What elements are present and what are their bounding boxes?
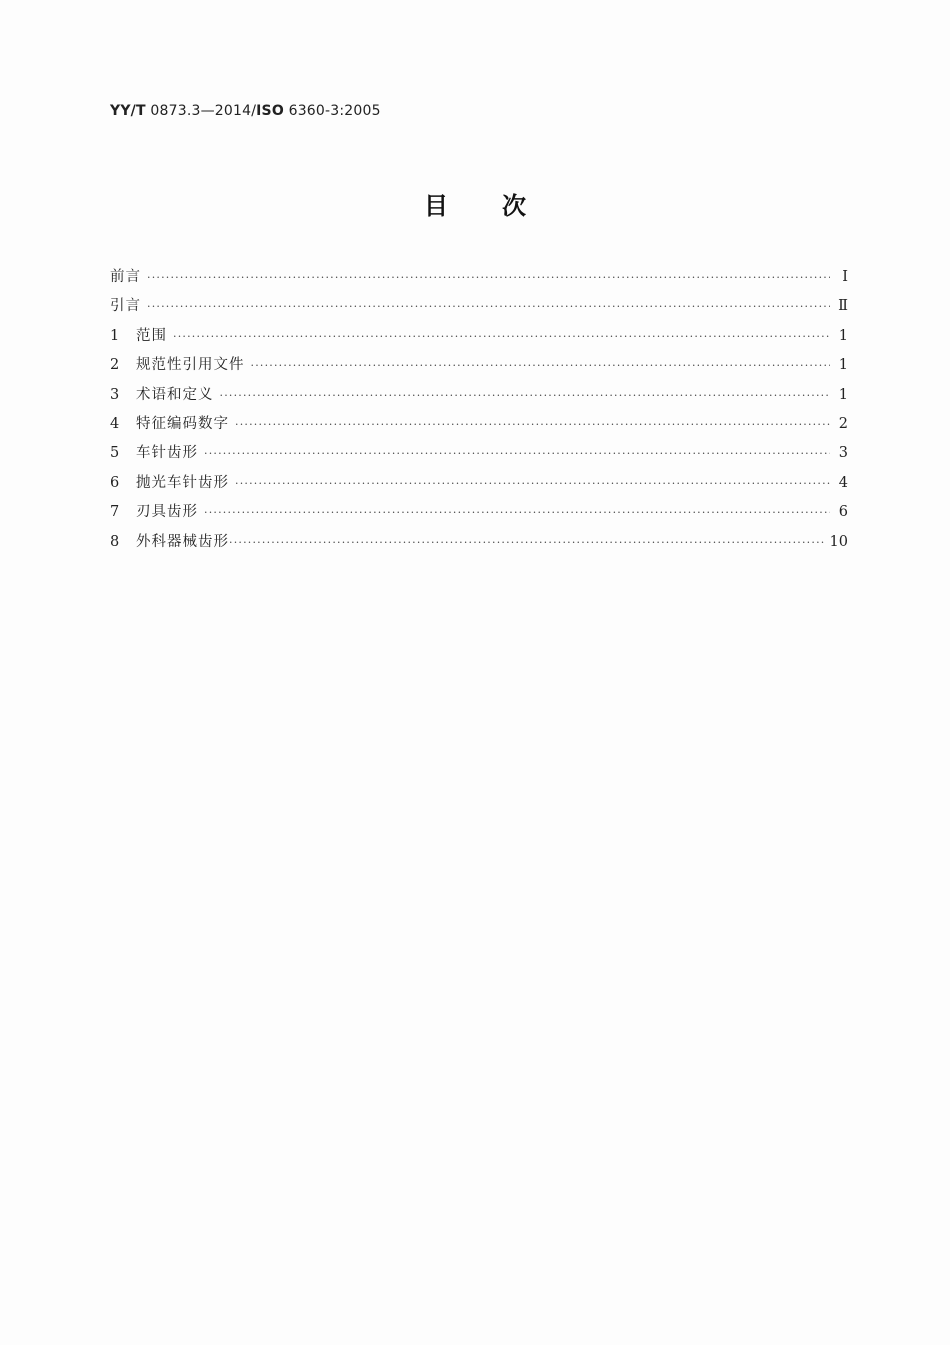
toc-entry-label: 规范性引用文件	[136, 357, 245, 374]
toc-leader-dots	[147, 292, 830, 321]
toc-entry[interactable]	[110, 263, 848, 292]
toc-entry-label: 术语和定义	[136, 386, 214, 403]
toc-entry[interactable]	[110, 498, 848, 527]
toc-leader-dots	[147, 263, 830, 292]
toc-entry-label: 抛光车针齿形	[136, 474, 229, 491]
toc-entry-page: 6	[838, 504, 848, 521]
standard-prefix: YY/T	[110, 103, 146, 119]
toc-entry[interactable]	[110, 439, 848, 468]
standard-number: 0873.3—2014/	[150, 103, 257, 119]
toc-entry-page: 1	[838, 327, 848, 344]
toc-entry-number: 8	[110, 533, 120, 550]
toc-entry-label: 引言	[110, 298, 141, 315]
toc-entry-label: 外科器械齿形	[136, 533, 229, 550]
toc-leader-dots	[251, 351, 831, 380]
table-of-contents	[110, 263, 848, 557]
toc-leader-dots	[220, 381, 831, 410]
toc-entry-label: 刃具齿形	[136, 504, 198, 521]
toc-entry-number: 7	[110, 504, 120, 521]
toc-entry-label: 范围	[136, 327, 167, 344]
toc-entry-number: 3	[110, 386, 120, 403]
toc-leader-dots	[204, 439, 830, 468]
toc-entry[interactable]	[110, 528, 848, 557]
toc-entry-label: 车针齿形	[136, 445, 198, 462]
toc-entry[interactable]	[110, 322, 848, 351]
standard-number-header	[110, 103, 381, 119]
toc-entry-number: 5	[110, 445, 120, 462]
toc-entry-page: 4	[838, 474, 848, 491]
toc-entry-number: 2	[110, 357, 120, 374]
toc-entry-page: 2	[838, 415, 848, 432]
toc-leader-dots	[235, 469, 830, 498]
toc-entry-page: 1	[838, 357, 848, 374]
toc-entry-label: 特征编码数字	[136, 415, 229, 432]
toc-entry-number: 4	[110, 415, 120, 432]
toc-entry-page: Ⅱ	[838, 298, 848, 315]
toc-entry[interactable]	[110, 351, 848, 380]
toc-entry[interactable]	[110, 381, 848, 410]
toc-entry-page: 3	[838, 445, 848, 462]
toc-entry-number: 6	[110, 474, 120, 491]
toc-leader-dots	[229, 528, 824, 557]
iso-prefix: ISO	[256, 103, 284, 119]
toc-entry[interactable]	[110, 469, 848, 498]
toc-leader-dots	[204, 498, 830, 527]
toc-leader-dots	[173, 322, 830, 351]
toc-entry-number: 1	[110, 327, 120, 344]
page-title: 目次	[424, 192, 580, 220]
toc-entry-page: Ⅰ	[842, 269, 848, 285]
toc-entry-page: 10	[829, 533, 848, 550]
toc-entry-label: 前言	[110, 269, 141, 285]
iso-number: 6360-3:2005	[288, 103, 381, 119]
toc-entry[interactable]	[110, 292, 848, 321]
toc-leader-dots	[235, 410, 830, 439]
toc-entry-page: 1	[838, 386, 848, 403]
toc-entry[interactable]	[110, 410, 848, 439]
